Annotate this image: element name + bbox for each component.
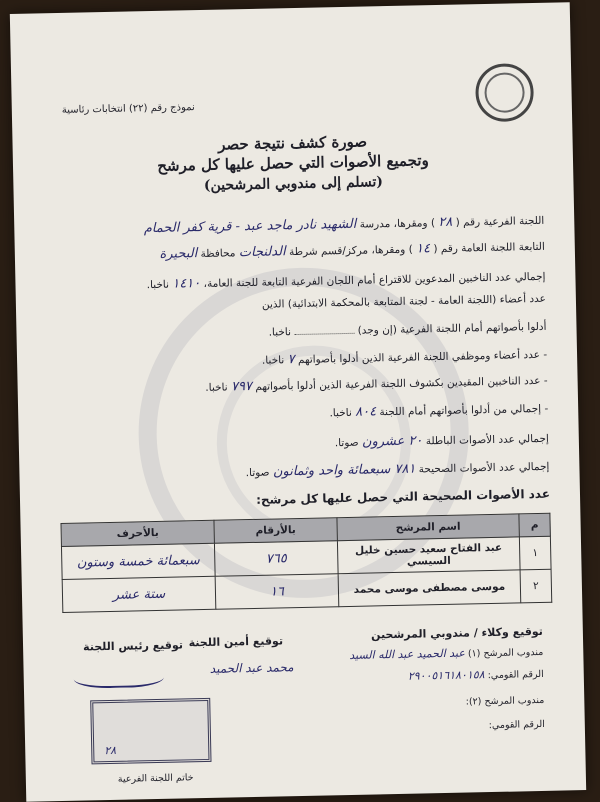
voted-before-line: أدلوا بأصواتهم أمام اللجنة الفرعية (إن وجد) ناخبا.	[268, 320, 547, 339]
invalid-line: إجمالي عدد الأصوات الباطلة ٢٠ عشرون صوتا.	[334, 432, 549, 450]
delegate1-label: مندوب المرشح (١)	[467, 646, 544, 660]
staff-line: - عدد أعضاء وموظفي اللجنة الفرعية الذين أدلوا بأصواتهم ٧ ناخبا.	[261, 348, 548, 368]
results-table	[60, 513, 552, 613]
chair-signature	[73, 663, 163, 689]
col-digits: بالأرقام	[214, 518, 337, 544]
col-name: اسم المرشح	[337, 514, 519, 541]
valid-value: ٧٨١ سبعمائة واحد وثمانون	[272, 461, 416, 480]
invalid-label: إجمالي عدد الأصوات الباطلة	[425, 432, 549, 448]
secretary-signature: محمد عبد الحميد	[209, 660, 294, 676]
national-id-label-2: الرقم القومي:	[488, 718, 545, 732]
candidate-name: موسى مصطفى موسى محمد	[338, 570, 521, 607]
invalid-value: ٢٠ عشرون	[361, 433, 423, 450]
hq-value: الشهيد نادر ماجد عبد - قرية كفر الحمام	[143, 216, 357, 237]
registered-line	[45, 269, 545, 294]
delegate1-value: عبد الحميد عبد الله السيد	[349, 646, 465, 662]
general-committee-line	[45, 239, 545, 264]
model-number: نموذج رقم (٢٢) انتخابات رئاسية	[61, 102, 195, 116]
chair-title: توقيع رئيس اللجنة	[82, 638, 184, 654]
stamp-number: ٢٨	[104, 743, 117, 758]
election-commission-logo	[475, 63, 534, 122]
sub-committee-label: اللجنة الفرعية رقم (	[455, 214, 545, 229]
row-no: ١	[519, 536, 551, 570]
members-line: عدد أعضاء (اللجنة العامة - لجنة المتابعة بالمحكمة الابتدائية) الذين	[261, 292, 547, 311]
total-value: ٨٠٤	[355, 404, 377, 420]
form-subtitle: وتجميع الأصوات التي حصل عليها كل مرشح	[157, 151, 429, 175]
delegates-title: توقيع وكلاء / مندوبي المرشحين	[370, 624, 543, 642]
candidate-name: عبد الفتاح سعيد حسين خليل السيسي	[337, 537, 520, 574]
national-id-line	[408, 667, 544, 683]
police-value: الدلنجات	[238, 244, 286, 261]
valid-line: إجمالي عدد الأصوات الصحيحة ٧٨١ سبعمائة واحد وثمانون صوتا.	[245, 460, 550, 480]
voted-before-label: أدلوا بأصواتهم أمام اللجنة الفرعية (إن وجد)	[357, 320, 547, 337]
police-label: ) ومقرها، مركز/قسم شرطة	[288, 243, 413, 259]
committee-stamp	[90, 698, 211, 764]
governorate-value: البحيرة	[159, 246, 198, 262]
stamp-label: خاتم اللجنة الفرعية	[117, 772, 194, 785]
staff-value: ٧	[287, 352, 295, 368]
delegate1-line	[349, 645, 543, 662]
governorate-label: محافظة	[200, 247, 236, 261]
secretary-title: توقيع أمين اللجنة	[188, 634, 284, 650]
national-id-label: الرقم القومي:	[487, 668, 544, 682]
listed-value: ٧٩٧	[230, 378, 253, 395]
col-no: م	[519, 513, 550, 537]
sub-committee-number: ٢٨	[438, 214, 453, 231]
listed-line: - عدد الناخبين المقيدين بكشوف اللجنة الفرعية الذين أدلوا بأصواتهم ٧٩٧ ناخبا.	[205, 374, 548, 395]
voter-unit: ناخبا.	[146, 278, 170, 292]
row-no: ٢	[520, 569, 552, 603]
staff-label: عدد أعضاء وموظفي اللجنة الفرعية الذين أدلوا بأصواتهم	[297, 348, 541, 366]
votes-words: ستة عشر	[62, 576, 216, 612]
delegate2-label: مندوب المرشح (٢):	[465, 694, 545, 708]
votes-digits: ٧٦٥	[214, 541, 338, 577]
hq-label: ) ومقرها، مدرسة	[359, 217, 436, 231]
form-title: صورة كشف نتيجة حصر	[217, 132, 368, 154]
registered-value: ١٤١٠	[172, 276, 201, 292]
col-words: بالأحرف	[61, 520, 214, 546]
general-committee-number: ١٤	[415, 241, 431, 257]
votes-digits: ١٦	[215, 574, 339, 610]
listed-label: عدد الناخبين المقيدين بكشوف اللجنة الفرعية الذين أدلوا بأصواتهم	[255, 374, 541, 393]
sub-committee-line	[44, 213, 544, 238]
total-line: - إجمالي من أدلوا بأصواتهم أمام اللجنة ٨٠٤ ناخبا.	[329, 402, 549, 420]
ballot-count-form	[10, 2, 586, 802]
registered-label: إجمالي عدد الناخبين المدعوين للاقتراع أمام اللجان الفرعية التابعة للجنة العامة،	[203, 270, 546, 290]
total-label: إجمالي من أدلوا بأصواتهم أمام اللجنة	[379, 402, 542, 419]
votes-words: سبعمائة خمسة وستون	[61, 543, 215, 579]
form-note: (تسلم إلى مندوبي المرشحين)	[203, 174, 384, 194]
national-id-value: ٢٩٠٠٥١٦١٨٠١٥٨	[407, 668, 485, 683]
results-heading: عدد الأصوات الصحيحة التي حصل عليها كل مرشح:	[256, 486, 551, 507]
valid-label: إجمالي عدد الأصوات الصحيحة	[418, 460, 550, 476]
general-committee-label: التابعة اللجنة العامة رقم (	[433, 240, 545, 256]
